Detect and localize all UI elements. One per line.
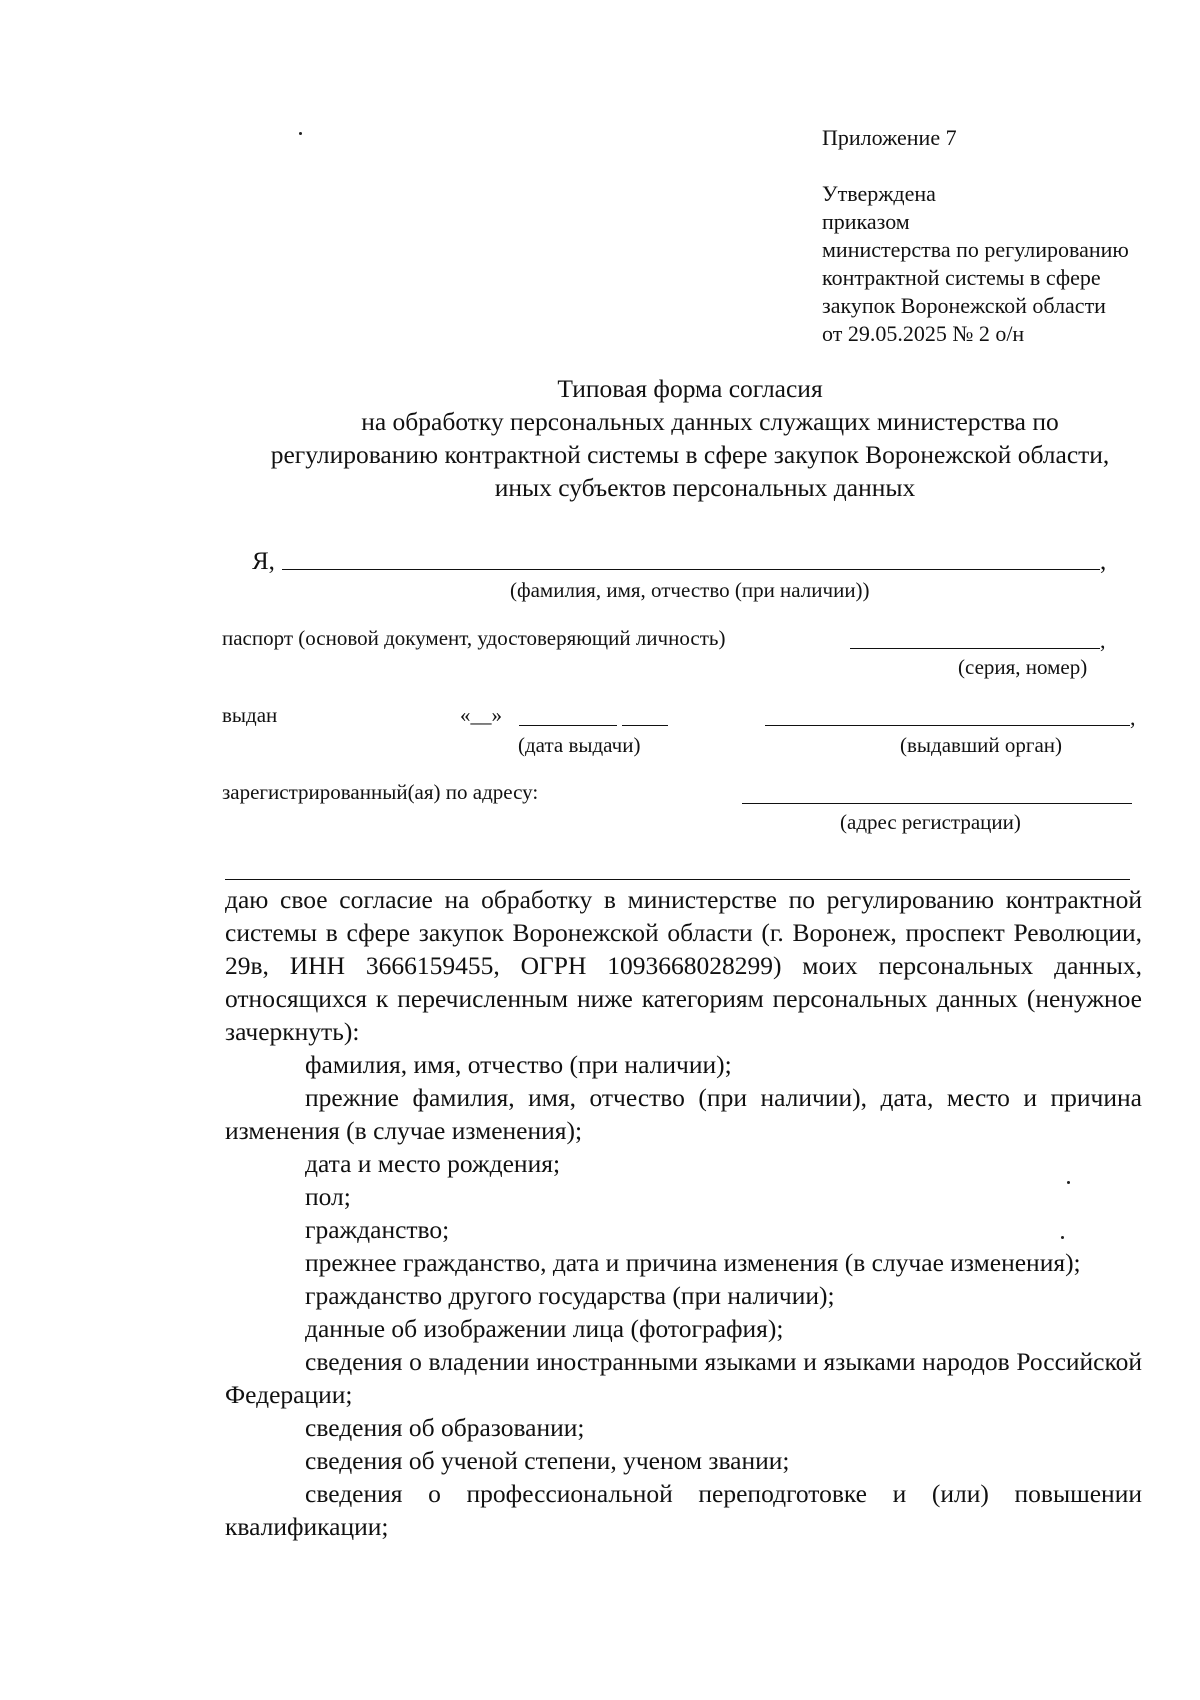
by-order-label: приказом: [822, 209, 910, 234]
consent-item: прежние фамилия, имя, отчество (при наличии), дата, место и причина изменения (в случае изменения);: [225, 1083, 1142, 1145]
issuer-caption: (выдавший орган): [900, 733, 1063, 757]
issued-label: выдан: [222, 703, 278, 727]
issue-year-input-line[interactable]: [622, 725, 668, 726]
i-label: Я,: [252, 548, 275, 575]
consent-item: пол;: [305, 1182, 351, 1211]
consent-item: прежнее гражданство, дата и причина изменения (в случае изменения);: [305, 1248, 1081, 1277]
document-title: [215, 372, 1165, 504]
scan-speck: [1061, 1236, 1064, 1239]
consent-intro: даю свое согласие на обработку в министерстве по регулированию контрактной системы в сфере закупок Воронежской области (г. Воронеж, проспект Революции, 29в, ИНН 3666159455, ОГРН 1093668028299) моих персональных данных, относящихся к перечисленным ниже категориям персональных данных (ненужное зачеркнуть):: [225, 885, 1142, 1046]
passport-comma: ,: [1100, 628, 1106, 653]
ministry-line-3: закупок Воронежской области: [822, 293, 1106, 318]
address-input-line[interactable]: [742, 803, 1132, 804]
consent-item: дата и место рождения;: [305, 1149, 561, 1178]
address-caption: (адрес регистрации): [840, 810, 1021, 834]
title-line-2: на обработку персональных данных служащих министерства по: [361, 407, 1059, 436]
ministry-line-1: министерства по регулированию: [822, 237, 1129, 262]
consent-item: сведения об образовании;: [305, 1413, 585, 1442]
consent-item: данные об изображении лица (фотография);: [305, 1314, 784, 1343]
order-date-number: от 29.05.2025 № 2 о/н: [822, 321, 1025, 346]
passport-input-line[interactable]: [850, 648, 1100, 649]
consent-item: гражданство другого государства (при наличии);: [305, 1281, 835, 1310]
ministry-line-2: контрактной системы в сфере: [822, 265, 1101, 290]
consent-item: сведения о профессиональной переподготовке и (или) повышении квалификации;: [225, 1479, 1142, 1541]
address-continuation-line[interactable]: [225, 879, 1130, 880]
name-comma: ,: [1100, 548, 1107, 575]
title-line-3: регулированию контрактной системы в сфере закупок Воронежской области,: [270, 440, 1110, 469]
title-line-4: иных субъектов персональных данных: [494, 473, 916, 502]
consent-item: сведения об ученой степени, ученом звании;: [305, 1446, 790, 1475]
consent-item: фамилия, имя, отчество (при наличии);: [305, 1050, 732, 1079]
approval-block: [822, 124, 1129, 348]
passport-label: паспорт (основой документ, удостоверяющий личность): [222, 626, 726, 650]
issuer-comma: ,: [1130, 705, 1136, 730]
issue-day-quotes: «__»: [460, 703, 502, 727]
consent-body: [225, 883, 1142, 1543]
name-caption: (фамилия, имя, отчество (при наличии)): [510, 578, 870, 602]
registered-label: зарегистрированный(ая) по адресу:: [222, 780, 539, 804]
approved-label: Утверждена: [822, 181, 936, 206]
issuer-input-line[interactable]: [765, 725, 1130, 726]
consent-item: сведения о владении иностранными языками и языками народов Российской Федерации;: [225, 1347, 1142, 1409]
scan-speck: [1067, 1181, 1070, 1184]
issue-date-caption: (дата выдачи): [518, 733, 641, 757]
title-line-1: Типовая форма согласия: [557, 374, 823, 403]
name-input-line[interactable]: [282, 569, 1100, 570]
consent-item: гражданство;: [305, 1215, 450, 1244]
passport-caption: (серия, номер): [958, 655, 1088, 679]
scan-speck: [299, 132, 302, 135]
appendix-label: Приложение 7: [822, 125, 957, 150]
issue-month-input-line[interactable]: [519, 725, 617, 726]
